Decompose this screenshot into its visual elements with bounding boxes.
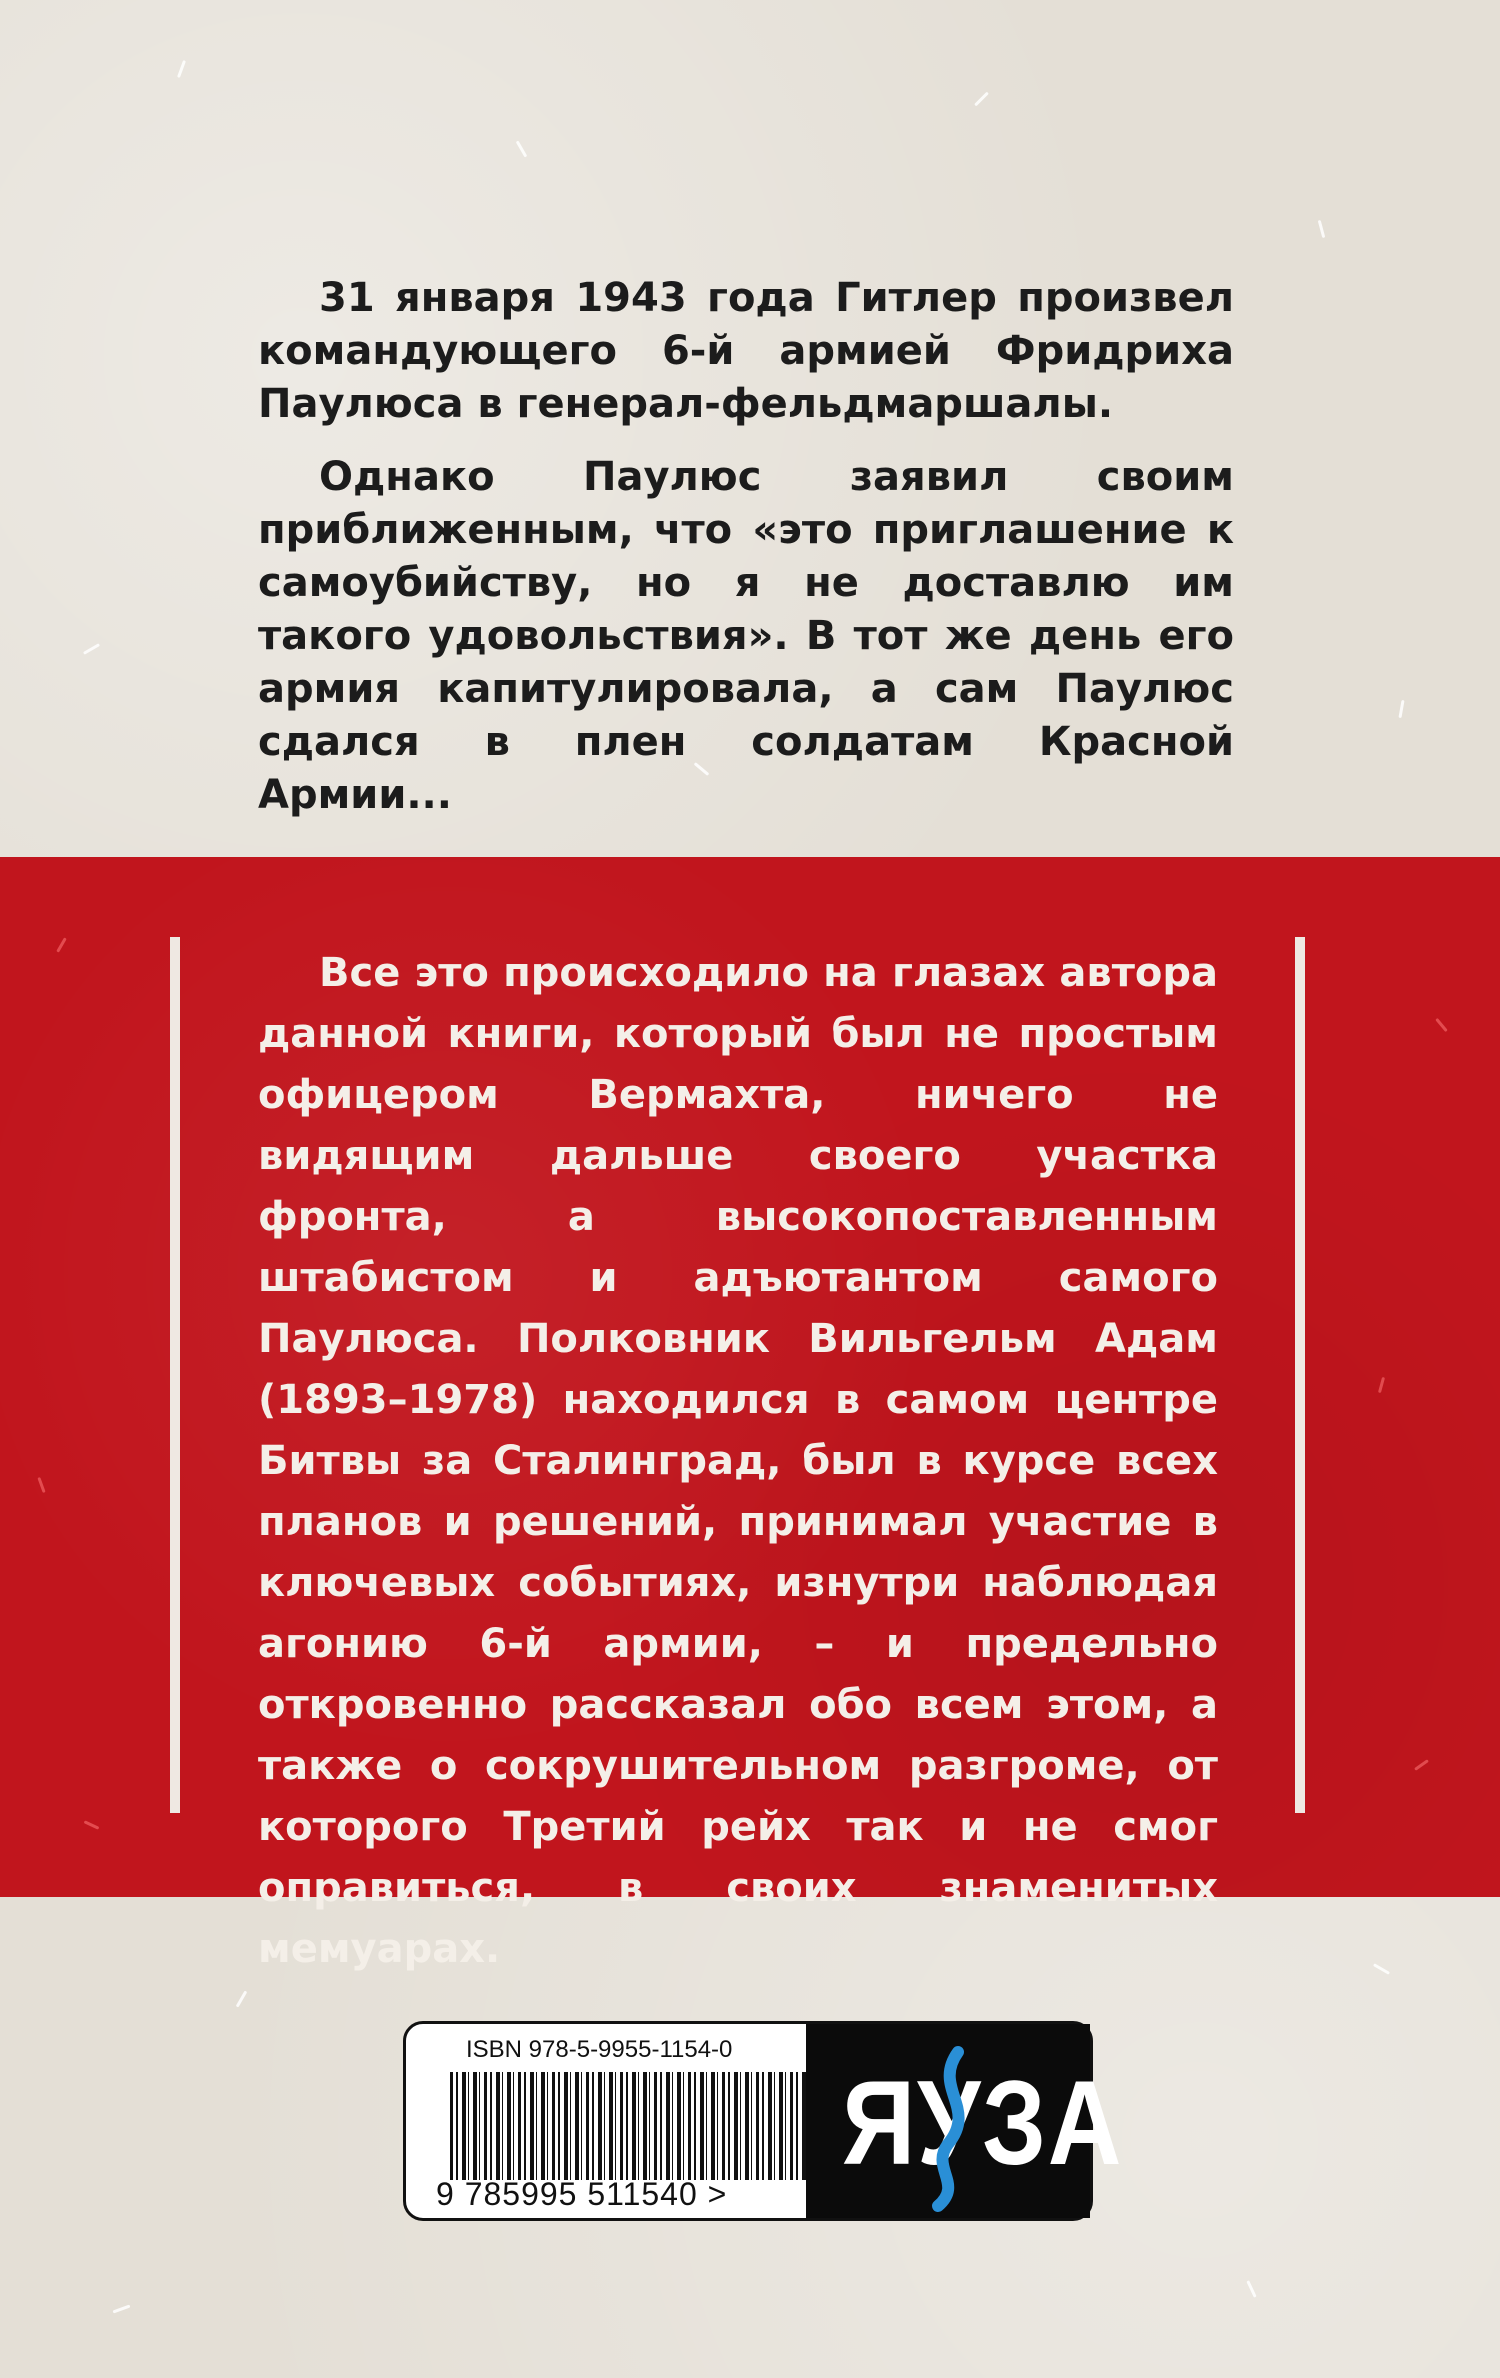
paper-fleck	[974, 92, 989, 107]
red-fleck	[37, 1477, 45, 1493]
isbn-barcode-block	[403, 2021, 1124, 2221]
paper-fleck	[1318, 220, 1326, 238]
top-paragraph: Однако Паулюс заявил своим приближенным, что «это приглашение к самоубийству, но я не доставлю им такого удовольствия». В тот же день его армия капитулировала, а сам Паулюс сдался в плен солдатам Красной Армии...	[258, 454, 1234, 818]
right-vertical-rule	[1295, 937, 1305, 1813]
red-fleck	[56, 937, 67, 952]
paper-fleck	[113, 2305, 131, 2314]
wave-icon	[918, 2048, 988, 2208]
red-fleck	[1378, 1377, 1385, 1393]
red-paragraph: Все это происходило на глазах автора данной книги, который был не простым офицером Вермахта, ничего не видящим дальше своего участка фронта, а высокопоставленным штабистом и адъютантом самого Паулюса. Полковник Вильгельм Адам (1893–1978) находился в самом центре Битвы за Сталинград, был в курсе всех планов и решений, принимал участие в ключевых событиях, изнутри наблюдая агонию 6-й армии, – и предельно откровенно рассказал обо всем этом, а также о сокрушительном разгроме, от которого Третий рейх так и не смог оправиться, в своих знаменитых мемуарах.	[258, 950, 1218, 1972]
top-annotation-text	[258, 272, 1234, 842]
red-fleck	[84, 1820, 100, 1829]
paper-fleck	[83, 643, 100, 655]
red-fleck	[1435, 1018, 1448, 1032]
publisher-logo	[806, 2024, 1124, 2218]
paper-fleck	[1398, 700, 1404, 718]
red-band-text	[258, 943, 1218, 1980]
red-fleck	[1414, 1759, 1429, 1771]
publisher-logo-text: ЯУЗА	[842, 2056, 1124, 2190]
left-vertical-rule	[170, 937, 180, 1813]
barcode	[450, 2072, 814, 2180]
top-paragraph: 31 января 1943 года Гитлер произвел командующего 6-й армией Фридриха Паулюса в генерал-фельдмаршалы.	[258, 275, 1234, 427]
paper-fleck	[1246, 2280, 1256, 2298]
isbn-label: ISBN 978-5-9955-1154-0	[466, 2036, 733, 2063]
barcode-digits: 9 785995 511540 >	[436, 2176, 728, 2212]
paper-fleck	[1373, 1963, 1390, 1975]
paper-fleck	[236, 1990, 248, 2007]
paper-fleck	[177, 60, 186, 78]
paper-fleck	[516, 140, 528, 157]
